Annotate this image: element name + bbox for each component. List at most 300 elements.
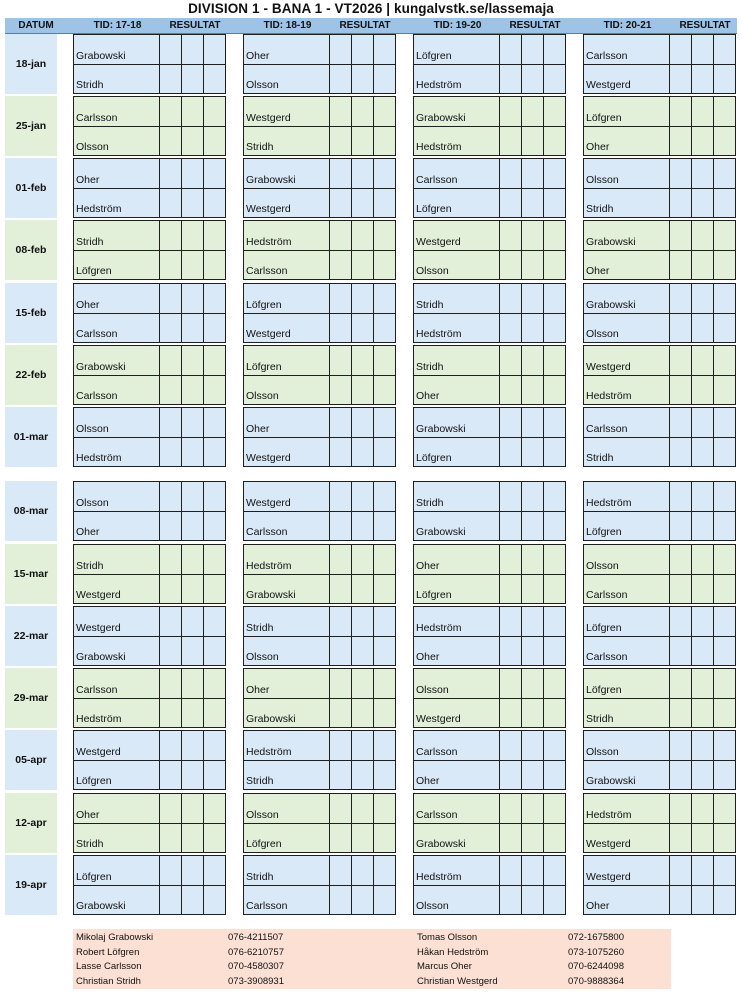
result-cell-divider bbox=[159, 284, 160, 342]
result-cell-divider bbox=[203, 284, 204, 342]
match-block bbox=[413, 544, 566, 604]
match-block bbox=[73, 407, 226, 467]
result-cell-divider bbox=[351, 97, 352, 155]
match-block bbox=[583, 668, 736, 728]
result-cell-divider bbox=[713, 408, 714, 466]
match-block bbox=[73, 544, 226, 604]
result-cell-divider bbox=[159, 159, 160, 217]
result-cell-divider bbox=[373, 221, 374, 279]
result-cell-divider bbox=[543, 346, 544, 404]
match-block bbox=[583, 544, 736, 604]
player-away: Hedström bbox=[76, 452, 122, 464]
player-home: Oher bbox=[246, 50, 270, 62]
match-block bbox=[73, 34, 226, 94]
player-home: Löfgren bbox=[586, 684, 622, 696]
player-home: Stridh bbox=[416, 361, 444, 373]
player-home: Westgerd bbox=[246, 497, 291, 509]
round-date: 25-jan bbox=[5, 96, 57, 156]
match-block bbox=[243, 606, 396, 666]
player-home: Olsson bbox=[76, 423, 109, 435]
player-away: Olsson bbox=[586, 328, 619, 340]
round-date: 22-mar bbox=[5, 606, 57, 666]
match-block bbox=[73, 345, 226, 405]
player-away: Westgerd bbox=[246, 203, 291, 215]
result-cell-divider bbox=[521, 97, 522, 155]
result-cell-divider bbox=[691, 856, 692, 914]
contact-phone: 073-1075260 bbox=[568, 946, 624, 958]
player-home: Stridh bbox=[246, 871, 274, 883]
contact-phone: 070-6244098 bbox=[568, 961, 624, 972]
player-away: Olsson bbox=[76, 141, 109, 153]
header-result-3: RESULTAT bbox=[509, 20, 561, 31]
result-cell-divider bbox=[181, 545, 182, 603]
result-cell-divider bbox=[181, 794, 182, 852]
match-block bbox=[413, 481, 566, 541]
match-block bbox=[583, 481, 736, 541]
contact-phone: 076-6210757 bbox=[228, 946, 284, 958]
player-home: Stridh bbox=[76, 560, 104, 572]
result-cell-divider bbox=[351, 669, 352, 727]
result-cell-divider bbox=[669, 284, 670, 342]
player-away: Oher bbox=[586, 900, 610, 912]
match-block bbox=[243, 544, 396, 604]
match-block bbox=[73, 481, 226, 541]
player-away: Löfgren bbox=[76, 265, 112, 277]
contact-name: Christian Westgerd bbox=[417, 975, 498, 987]
match-block bbox=[583, 855, 736, 915]
player-home: Oher bbox=[76, 809, 100, 821]
result-cell-divider bbox=[159, 97, 160, 155]
result-cell-divider bbox=[713, 35, 714, 93]
result-cell-divider bbox=[351, 284, 352, 342]
result-cell-divider bbox=[713, 607, 714, 665]
result-cell-divider bbox=[203, 221, 204, 279]
result-cell-divider bbox=[159, 669, 160, 727]
player-away: Grabowski bbox=[76, 900, 126, 912]
player-away: Carlsson bbox=[76, 328, 118, 340]
player-away: Grabowski bbox=[246, 589, 296, 601]
player-away: Hedström bbox=[76, 713, 122, 725]
result-cell-divider bbox=[669, 731, 670, 789]
result-cell-divider bbox=[181, 221, 182, 279]
player-home: Oher bbox=[246, 684, 270, 696]
player-away: Stridh bbox=[586, 713, 614, 725]
result-cell-divider bbox=[329, 408, 330, 466]
result-cell-divider bbox=[543, 221, 544, 279]
player-away: Westgerd bbox=[586, 838, 631, 850]
result-cell-divider bbox=[521, 669, 522, 727]
result-cell-divider bbox=[543, 731, 544, 789]
player-home: Grabowski bbox=[416, 112, 466, 124]
round-date: 08-feb bbox=[5, 220, 57, 280]
player-away: Löfgren bbox=[586, 526, 622, 538]
result-cell-divider bbox=[713, 856, 714, 914]
result-cell-divider bbox=[373, 669, 374, 727]
match-block bbox=[243, 34, 396, 94]
result-cell-divider bbox=[181, 284, 182, 342]
contact-phone: 073-3908931 bbox=[228, 975, 284, 987]
header-time-4: TID: 20-21 bbox=[603, 20, 652, 31]
player-home: Grabowski bbox=[586, 299, 636, 311]
player-home: Oher bbox=[416, 560, 440, 572]
result-cell-divider bbox=[691, 284, 692, 342]
player-home: Oher bbox=[76, 174, 100, 186]
round-date: 15-mar bbox=[5, 544, 57, 604]
result-cell-divider bbox=[543, 856, 544, 914]
player-away: Stridh bbox=[76, 79, 104, 91]
player-home: Carlsson bbox=[416, 809, 458, 821]
round-date: 19-apr bbox=[5, 855, 57, 915]
result-cell-divider bbox=[329, 607, 330, 665]
result-cell-divider bbox=[499, 159, 500, 217]
player-home: Grabowski bbox=[586, 236, 636, 248]
result-cell-divider bbox=[543, 482, 544, 540]
result-cell-divider bbox=[543, 545, 544, 603]
match-block bbox=[243, 730, 396, 790]
player-home: Hedström bbox=[246, 236, 292, 248]
result-cell-divider bbox=[713, 482, 714, 540]
match-block bbox=[413, 283, 566, 343]
player-away: Löfgren bbox=[416, 452, 452, 464]
match-block bbox=[73, 793, 226, 853]
result-cell-divider bbox=[499, 669, 500, 727]
match-block bbox=[413, 220, 566, 280]
result-cell-divider bbox=[669, 346, 670, 404]
match-block bbox=[413, 668, 566, 728]
result-cell-divider bbox=[669, 408, 670, 466]
result-cell-divider bbox=[669, 669, 670, 727]
player-away: Olsson bbox=[246, 651, 279, 663]
round-date: 05-apr bbox=[5, 730, 57, 790]
result-cell-divider bbox=[373, 482, 374, 540]
result-cell-divider bbox=[499, 221, 500, 279]
result-cell-divider bbox=[543, 794, 544, 852]
result-cell-divider bbox=[521, 284, 522, 342]
player-home: Carlsson bbox=[416, 746, 458, 758]
header-time-1: TID: 17-18 bbox=[93, 20, 142, 31]
result-cell-divider bbox=[159, 856, 160, 914]
player-away: Hedström bbox=[416, 79, 462, 91]
result-cell-divider bbox=[351, 408, 352, 466]
result-cell-divider bbox=[203, 545, 204, 603]
match-block bbox=[243, 481, 396, 541]
round-date: 29-mar bbox=[5, 668, 57, 728]
result-cell-divider bbox=[521, 35, 522, 93]
player-home: Löfgren bbox=[586, 622, 622, 634]
round-date: 15-feb bbox=[5, 283, 57, 343]
result-cell-divider bbox=[691, 731, 692, 789]
match-block bbox=[413, 730, 566, 790]
player-away: Olsson bbox=[416, 265, 449, 277]
result-cell-divider bbox=[329, 346, 330, 404]
round-date: 01-mar bbox=[5, 407, 57, 467]
match-block bbox=[583, 606, 736, 666]
result-cell-divider bbox=[669, 97, 670, 155]
result-cell-divider bbox=[669, 482, 670, 540]
result-cell-divider bbox=[691, 346, 692, 404]
result-cell-divider bbox=[373, 346, 374, 404]
result-cell-divider bbox=[329, 856, 330, 914]
result-cell-divider bbox=[543, 97, 544, 155]
result-cell-divider bbox=[329, 482, 330, 540]
match-block bbox=[583, 407, 736, 467]
result-cell-divider bbox=[691, 97, 692, 155]
result-cell-divider bbox=[351, 482, 352, 540]
header-result-1: RESULTAT bbox=[169, 20, 221, 31]
match-block bbox=[413, 407, 566, 467]
result-cell-divider bbox=[543, 408, 544, 466]
result-cell-divider bbox=[203, 731, 204, 789]
contact-list bbox=[73, 929, 671, 989]
match-block bbox=[413, 96, 566, 156]
result-cell-divider bbox=[499, 346, 500, 404]
player-away: Carlsson bbox=[246, 900, 288, 912]
result-cell-divider bbox=[713, 221, 714, 279]
player-away: Westgerd bbox=[416, 713, 461, 725]
match-block bbox=[583, 345, 736, 405]
contact-phone: 076-4211507 bbox=[228, 932, 284, 943]
result-cell-divider bbox=[669, 856, 670, 914]
contact-phone: 070-4580307 bbox=[228, 961, 284, 972]
result-cell-divider bbox=[669, 159, 670, 217]
match-block bbox=[243, 855, 396, 915]
result-cell-divider bbox=[713, 97, 714, 155]
match-block bbox=[583, 220, 736, 280]
result-cell-divider bbox=[521, 408, 522, 466]
result-cell-divider bbox=[669, 794, 670, 852]
result-cell-divider bbox=[499, 731, 500, 789]
match-block bbox=[243, 407, 396, 467]
result-cell-divider bbox=[203, 482, 204, 540]
match-block bbox=[583, 96, 736, 156]
player-home: Westgerd bbox=[76, 746, 121, 758]
match-block bbox=[583, 34, 736, 94]
player-home: Olsson bbox=[586, 174, 619, 186]
result-cell-divider bbox=[159, 346, 160, 404]
result-cell-divider bbox=[351, 545, 352, 603]
result-cell-divider bbox=[499, 408, 500, 466]
result-cell-divider bbox=[203, 97, 204, 155]
result-cell-divider bbox=[351, 159, 352, 217]
player-home: Stridh bbox=[246, 622, 274, 634]
result-cell-divider bbox=[691, 669, 692, 727]
result-cell-divider bbox=[181, 607, 182, 665]
result-cell-divider bbox=[329, 35, 330, 93]
player-away: Stridh bbox=[76, 838, 104, 850]
player-away: Westgerd bbox=[246, 452, 291, 464]
header-date: DATUM bbox=[18, 20, 54, 31]
result-cell-divider bbox=[181, 97, 182, 155]
result-cell-divider bbox=[159, 731, 160, 789]
page-title: DIVISION 1 - BANA 1 - VT2026 | kungalvstk.se/lassemaja bbox=[188, 1, 554, 16]
result-cell-divider bbox=[373, 794, 374, 852]
player-home: Löfgren bbox=[416, 50, 452, 62]
result-cell-divider bbox=[691, 482, 692, 540]
result-cell-divider bbox=[691, 607, 692, 665]
result-cell-divider bbox=[329, 731, 330, 789]
contact-name: Lasse Carlsson bbox=[76, 961, 142, 972]
player-home: Oher bbox=[246, 423, 270, 435]
result-cell-divider bbox=[373, 731, 374, 789]
contact-phone: 072-1675800 bbox=[568, 932, 624, 943]
result-cell-divider bbox=[181, 669, 182, 727]
result-cell-divider bbox=[543, 159, 544, 217]
match-block bbox=[583, 158, 736, 218]
contact-name: Mikolaj Grabowski bbox=[76, 932, 154, 943]
player-away: Löfgren bbox=[416, 203, 452, 215]
round-date: 22-feb bbox=[5, 345, 57, 405]
result-cell-divider bbox=[159, 482, 160, 540]
round-date: 08-mar bbox=[5, 481, 57, 541]
result-cell-divider bbox=[499, 856, 500, 914]
round-date: 18-jan bbox=[5, 34, 57, 94]
result-cell-divider bbox=[521, 545, 522, 603]
match-block bbox=[243, 668, 396, 728]
player-away: Grabowski bbox=[586, 775, 636, 787]
result-cell-divider bbox=[521, 221, 522, 279]
result-cell-divider bbox=[181, 482, 182, 540]
contact-name: Tomas Olsson bbox=[417, 932, 478, 943]
result-cell-divider bbox=[521, 159, 522, 217]
player-home: Westgerd bbox=[76, 622, 121, 634]
player-home: Carlsson bbox=[586, 50, 628, 62]
player-home: Hedström bbox=[586, 809, 632, 821]
player-home: Löfgren bbox=[76, 871, 112, 883]
result-cell-divider bbox=[329, 545, 330, 603]
result-cell-divider bbox=[713, 159, 714, 217]
result-cell-divider bbox=[329, 669, 330, 727]
player-home: Carlsson bbox=[76, 684, 118, 696]
result-cell-divider bbox=[329, 794, 330, 852]
player-home: Stridh bbox=[76, 236, 104, 248]
match-block bbox=[413, 793, 566, 853]
player-away: Oher bbox=[416, 390, 440, 402]
result-cell-divider bbox=[351, 731, 352, 789]
result-cell-divider bbox=[521, 607, 522, 665]
result-cell-divider bbox=[351, 346, 352, 404]
result-cell-divider bbox=[203, 794, 204, 852]
player-home: Olsson bbox=[76, 497, 109, 509]
player-away: Hedström bbox=[76, 203, 122, 215]
match-block bbox=[73, 855, 226, 915]
result-cell-divider bbox=[713, 545, 714, 603]
result-cell-divider bbox=[499, 97, 500, 155]
player-home: Carlsson bbox=[586, 423, 628, 435]
player-away: Olsson bbox=[246, 79, 279, 91]
player-away: Oher bbox=[76, 526, 100, 538]
result-cell-divider bbox=[499, 607, 500, 665]
result-cell-divider bbox=[669, 545, 670, 603]
header-time-2: TID: 18-19 bbox=[263, 20, 312, 31]
player-away: Oher bbox=[586, 265, 610, 277]
result-cell-divider bbox=[543, 607, 544, 665]
result-cell-divider bbox=[691, 408, 692, 466]
result-cell-divider bbox=[181, 346, 182, 404]
match-block bbox=[73, 283, 226, 343]
player-home: Westgerd bbox=[416, 236, 461, 248]
result-cell-divider bbox=[373, 159, 374, 217]
result-cell-divider bbox=[543, 35, 544, 93]
player-home: Olsson bbox=[416, 684, 449, 696]
result-cell-divider bbox=[203, 35, 204, 93]
result-cell-divider bbox=[373, 545, 374, 603]
player-home: Olsson bbox=[586, 560, 619, 572]
result-cell-divider bbox=[521, 856, 522, 914]
player-home: Olsson bbox=[246, 809, 279, 821]
player-home: Hedström bbox=[246, 746, 292, 758]
player-away: Grabowski bbox=[246, 713, 296, 725]
match-block bbox=[243, 220, 396, 280]
player-home: Stridh bbox=[416, 497, 444, 509]
round-date: 12-apr bbox=[5, 793, 57, 853]
result-cell-divider bbox=[181, 35, 182, 93]
player-home: Hedström bbox=[246, 560, 292, 572]
player-home: Löfgren bbox=[246, 299, 282, 311]
match-block bbox=[583, 730, 736, 790]
result-cell-divider bbox=[521, 482, 522, 540]
result-cell-divider bbox=[499, 284, 500, 342]
player-home: Grabowski bbox=[246, 174, 296, 186]
player-home: Hedström bbox=[416, 871, 462, 883]
match-block bbox=[413, 345, 566, 405]
result-cell-divider bbox=[159, 607, 160, 665]
round-date: 01-feb bbox=[5, 158, 57, 218]
result-cell-divider bbox=[181, 856, 182, 914]
result-cell-divider bbox=[691, 35, 692, 93]
player-home: Stridh bbox=[416, 299, 444, 311]
result-cell-divider bbox=[691, 159, 692, 217]
result-cell-divider bbox=[713, 284, 714, 342]
player-away: Oher bbox=[586, 141, 610, 153]
player-away: Hedström bbox=[416, 328, 462, 340]
result-cell-divider bbox=[669, 221, 670, 279]
player-away: Westgerd bbox=[586, 79, 631, 91]
result-cell-divider bbox=[203, 346, 204, 404]
result-cell-divider bbox=[521, 346, 522, 404]
player-away: Stridh bbox=[246, 141, 274, 153]
result-cell-divider bbox=[159, 221, 160, 279]
player-home: Grabowski bbox=[416, 423, 466, 435]
player-home: Hedström bbox=[586, 497, 632, 509]
match-block bbox=[243, 96, 396, 156]
contact-name: Marcus Oher bbox=[417, 961, 472, 972]
result-cell-divider bbox=[181, 159, 182, 217]
result-cell-divider bbox=[159, 408, 160, 466]
result-cell-divider bbox=[351, 35, 352, 93]
result-cell-divider bbox=[351, 794, 352, 852]
header-result-4: RESULTAT bbox=[679, 20, 731, 31]
result-cell-divider bbox=[499, 482, 500, 540]
result-cell-divider bbox=[691, 545, 692, 603]
result-cell-divider bbox=[521, 731, 522, 789]
player-home: Westgerd bbox=[586, 361, 631, 373]
player-home: Löfgren bbox=[586, 112, 622, 124]
player-away: Carlsson bbox=[586, 651, 628, 663]
result-cell-divider bbox=[669, 35, 670, 93]
player-away: Stridh bbox=[246, 775, 274, 787]
result-cell-divider bbox=[669, 607, 670, 665]
result-cell-divider bbox=[329, 159, 330, 217]
player-home: Carlsson bbox=[416, 174, 458, 186]
result-cell-divider bbox=[203, 669, 204, 727]
player-away: Löfgren bbox=[76, 775, 112, 787]
result-cell-divider bbox=[203, 159, 204, 217]
match-block bbox=[73, 668, 226, 728]
player-away: Grabowski bbox=[416, 526, 466, 538]
player-away: Oher bbox=[416, 775, 440, 787]
result-cell-divider bbox=[691, 794, 692, 852]
player-away: Olsson bbox=[246, 390, 279, 402]
